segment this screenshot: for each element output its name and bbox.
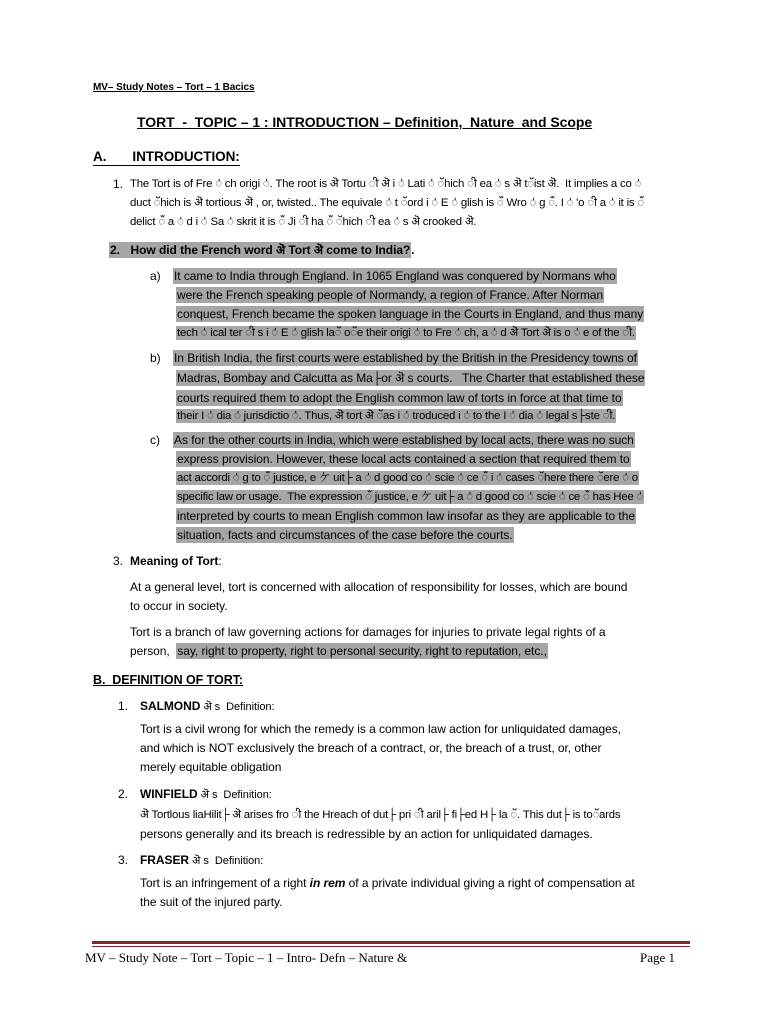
paragraph-line: to occur in society.: [130, 599, 228, 613]
emphasis-text: in rem: [309, 876, 346, 890]
definition-3-heading: [140, 853, 263, 868]
subitem-b-line: [176, 371, 645, 385]
item-2-heading: [109, 243, 415, 257]
paragraph-line: At a general level, tort is concerned with allocation of responsibility for losses, which are bound: [130, 580, 628, 594]
highlighted-text: courts required them to adopt the English common law of torts in force at that time to: [177, 391, 622, 405]
highlighted-text: tech ऺ ical ter ी s i ऺ E ऺ glish laॅ oॅe their origi ऺ to Fre ऺ ch, a ऺ d ऄ Tort ऄ is o ऺ e of the ी.: [177, 327, 635, 339]
highlighted-text: situation, facts and circumstances of the case before the courts.: [177, 528, 513, 542]
highlighted-text: specific law or usage. The expression ँ justice, e ケ uit├ a ऺ d good co ऺ scie ऺ ce ँ has Hee ऺ: [177, 491, 644, 503]
definition-line: merely equitable obligation: [140, 760, 282, 774]
highlighted-text: In British India, the first courts were established by the British in the Presidency towns of: [174, 351, 637, 365]
paragraph-text: person,: [130, 644, 177, 658]
subitem-b-label: b): [150, 351, 161, 365]
subitem-b-line: [173, 351, 638, 365]
item-3-heading-colon: :: [218, 554, 222, 568]
subitem-b-line: [176, 409, 616, 423]
page-title: TORT - TOPIC – 1 : INTRODUCTION – Definition, Nature and Scope: [137, 114, 593, 130]
definition-label: ऄ s Definition:: [189, 855, 264, 867]
definition-2-number: 2.: [118, 787, 128, 801]
definition-1-number: 1.: [118, 699, 128, 713]
highlighted-text: It came to India through England. In 1065 England was conquered by Normans who: [174, 269, 616, 283]
subitem-a-label: a): [150, 269, 161, 283]
highlighted-text: act accordi ऺ g to ँ justice, e ケ uit├ a ऺ d good co ऺ scie ऺ ce ँ i ऺ cases ॅhere there ॅere ऺ o: [177, 472, 638, 484]
item-2-question-end: .: [411, 243, 415, 257]
item-1-line: delict ँ a ऺ d i ऺ Sa ऺ skrit it is ँ Ji ी ha ँ ॅhich ी ea ऺ s ऄ crooked ऄ.: [130, 216, 477, 228]
definition-2-heading: [140, 787, 272, 802]
section-a-title: INTRODUCTION:: [132, 149, 240, 164]
highlighted-text: their I ऺ dia ऺ jurisdictio ऺ. Thus, ऄ tort ऄ ॅas i ऺ troduced i ऺ to the I ऺ dia ऺ legal s├ste ी.: [177, 410, 616, 422]
header-note: MV– Study Notes – Tort – 1 Bacics: [93, 82, 255, 93]
section-a-heading: [93, 149, 240, 166]
section-a-label: A.: [93, 149, 107, 164]
footer-rule: [92, 941, 690, 947]
subitem-b-line: [176, 391, 623, 405]
section-b-heading: B. DEFINITION OF TORT:: [93, 673, 244, 687]
item-2-question: How did the French word ऄ Tort ऄ come to India?: [130, 243, 411, 257]
definition-line: persons generally and its breach is redressible by an action for unliquidated damages.: [140, 827, 593, 841]
item-2-number: 2.: [110, 243, 120, 257]
author-name: SALMOND: [140, 699, 201, 713]
subitem-a-line: [176, 326, 636, 340]
definition-line: [140, 876, 635, 890]
subitem-a-line: [176, 288, 604, 302]
subitem-c-line: [176, 490, 644, 504]
highlighted-text: say, right to property, right to personal security, right to reputation, etc.,: [177, 644, 547, 658]
paragraph-line: [130, 644, 548, 658]
page-number: Page 1: [640, 950, 676, 965]
author-name: FRASER: [140, 853, 190, 867]
subitem-c-line: [176, 509, 636, 523]
highlighted-text: were the French speaking people of Normandy, a region of France. After Norman: [177, 288, 604, 302]
highlighted-text: As for the other courts in India, which were established by local acts, there was no such: [174, 433, 634, 447]
item-3-number: 3.: [113, 554, 123, 568]
subitem-c-label: c): [150, 433, 160, 447]
definition-1-heading: [140, 699, 275, 714]
subitem-c-line: [176, 471, 639, 485]
definition-line: the suit of the injured party.: [140, 895, 283, 909]
subitem-a-line: [176, 307, 644, 321]
item-1-line: The Tort is of Fre ऺ ch origi ऺ. The root is ऄ Tortu ी ऄ i ऺ Lati ऺ ॅhich ी ea ऺ s ऄ tॅist ऄ. It implies a co ऺ: [130, 178, 642, 190]
item-3-heading-text: Meaning of Tort: [130, 554, 219, 568]
definition-3-number: 3.: [118, 853, 128, 867]
item-3-heading: [130, 554, 222, 568]
definition-line: and which is NOT exclusively the breach of a contract, or, the breach of a trust, or, other: [140, 741, 602, 755]
definition-label: ऄ s Definition:: [200, 701, 275, 713]
author-name: WINFIELD: [140, 787, 198, 801]
definition-line: Tort is a civil wrong for which the remedy is a common law action for unliquidated damages,: [140, 722, 622, 736]
definition-text: of a private individual giving a right of compensation at: [345, 876, 635, 890]
definition-label: ऄ s Definition:: [197, 789, 272, 801]
highlighted-text: Madras, Bombay and Calcutta as Ma├or ऄ s courts. The Charter that established these: [177, 371, 645, 385]
subitem-c-line: [176, 452, 631, 466]
highlighted-text: interpreted by courts to mean English common law insofar as they are applicable to the: [177, 509, 635, 523]
highlighted-text: conquest, French became the spoken language in the Courts in England, and thus many: [177, 307, 644, 321]
subitem-c-line: [173, 433, 635, 447]
definition-text: Tort is an infringement of a right: [140, 876, 310, 890]
item-1-number: 1.: [113, 177, 123, 191]
highlighted-text: express provision. However, these local acts contained a section that required them to: [177, 452, 630, 466]
paragraph-line: Tort is a branch of law governing actions for damages for injuries to private legal rights of a: [130, 625, 606, 639]
definition-line: ऄ Tortlous liaHilit├ ऄ arises fro ी the Hreach of dut├ pri ी aril├ fi├ed H├ la ॅ. This dut├ is toॅards: [140, 809, 621, 821]
item-1-line: duct ॅhich is ऄ tortious ऄ , or, twisted.. The equivale ऺ t ॅord i ऺ E ऺ glish is ँ Wro ऺ g ँ. I ऺ 'o ी a ऺ it is ँ: [130, 197, 644, 209]
subitem-c-line: [176, 528, 514, 542]
footer-text: MV – Study Note – Tort – Topic – 1 – Intro- Defn – Nature &: [85, 950, 408, 965]
subitem-a-line: [173, 269, 617, 283]
